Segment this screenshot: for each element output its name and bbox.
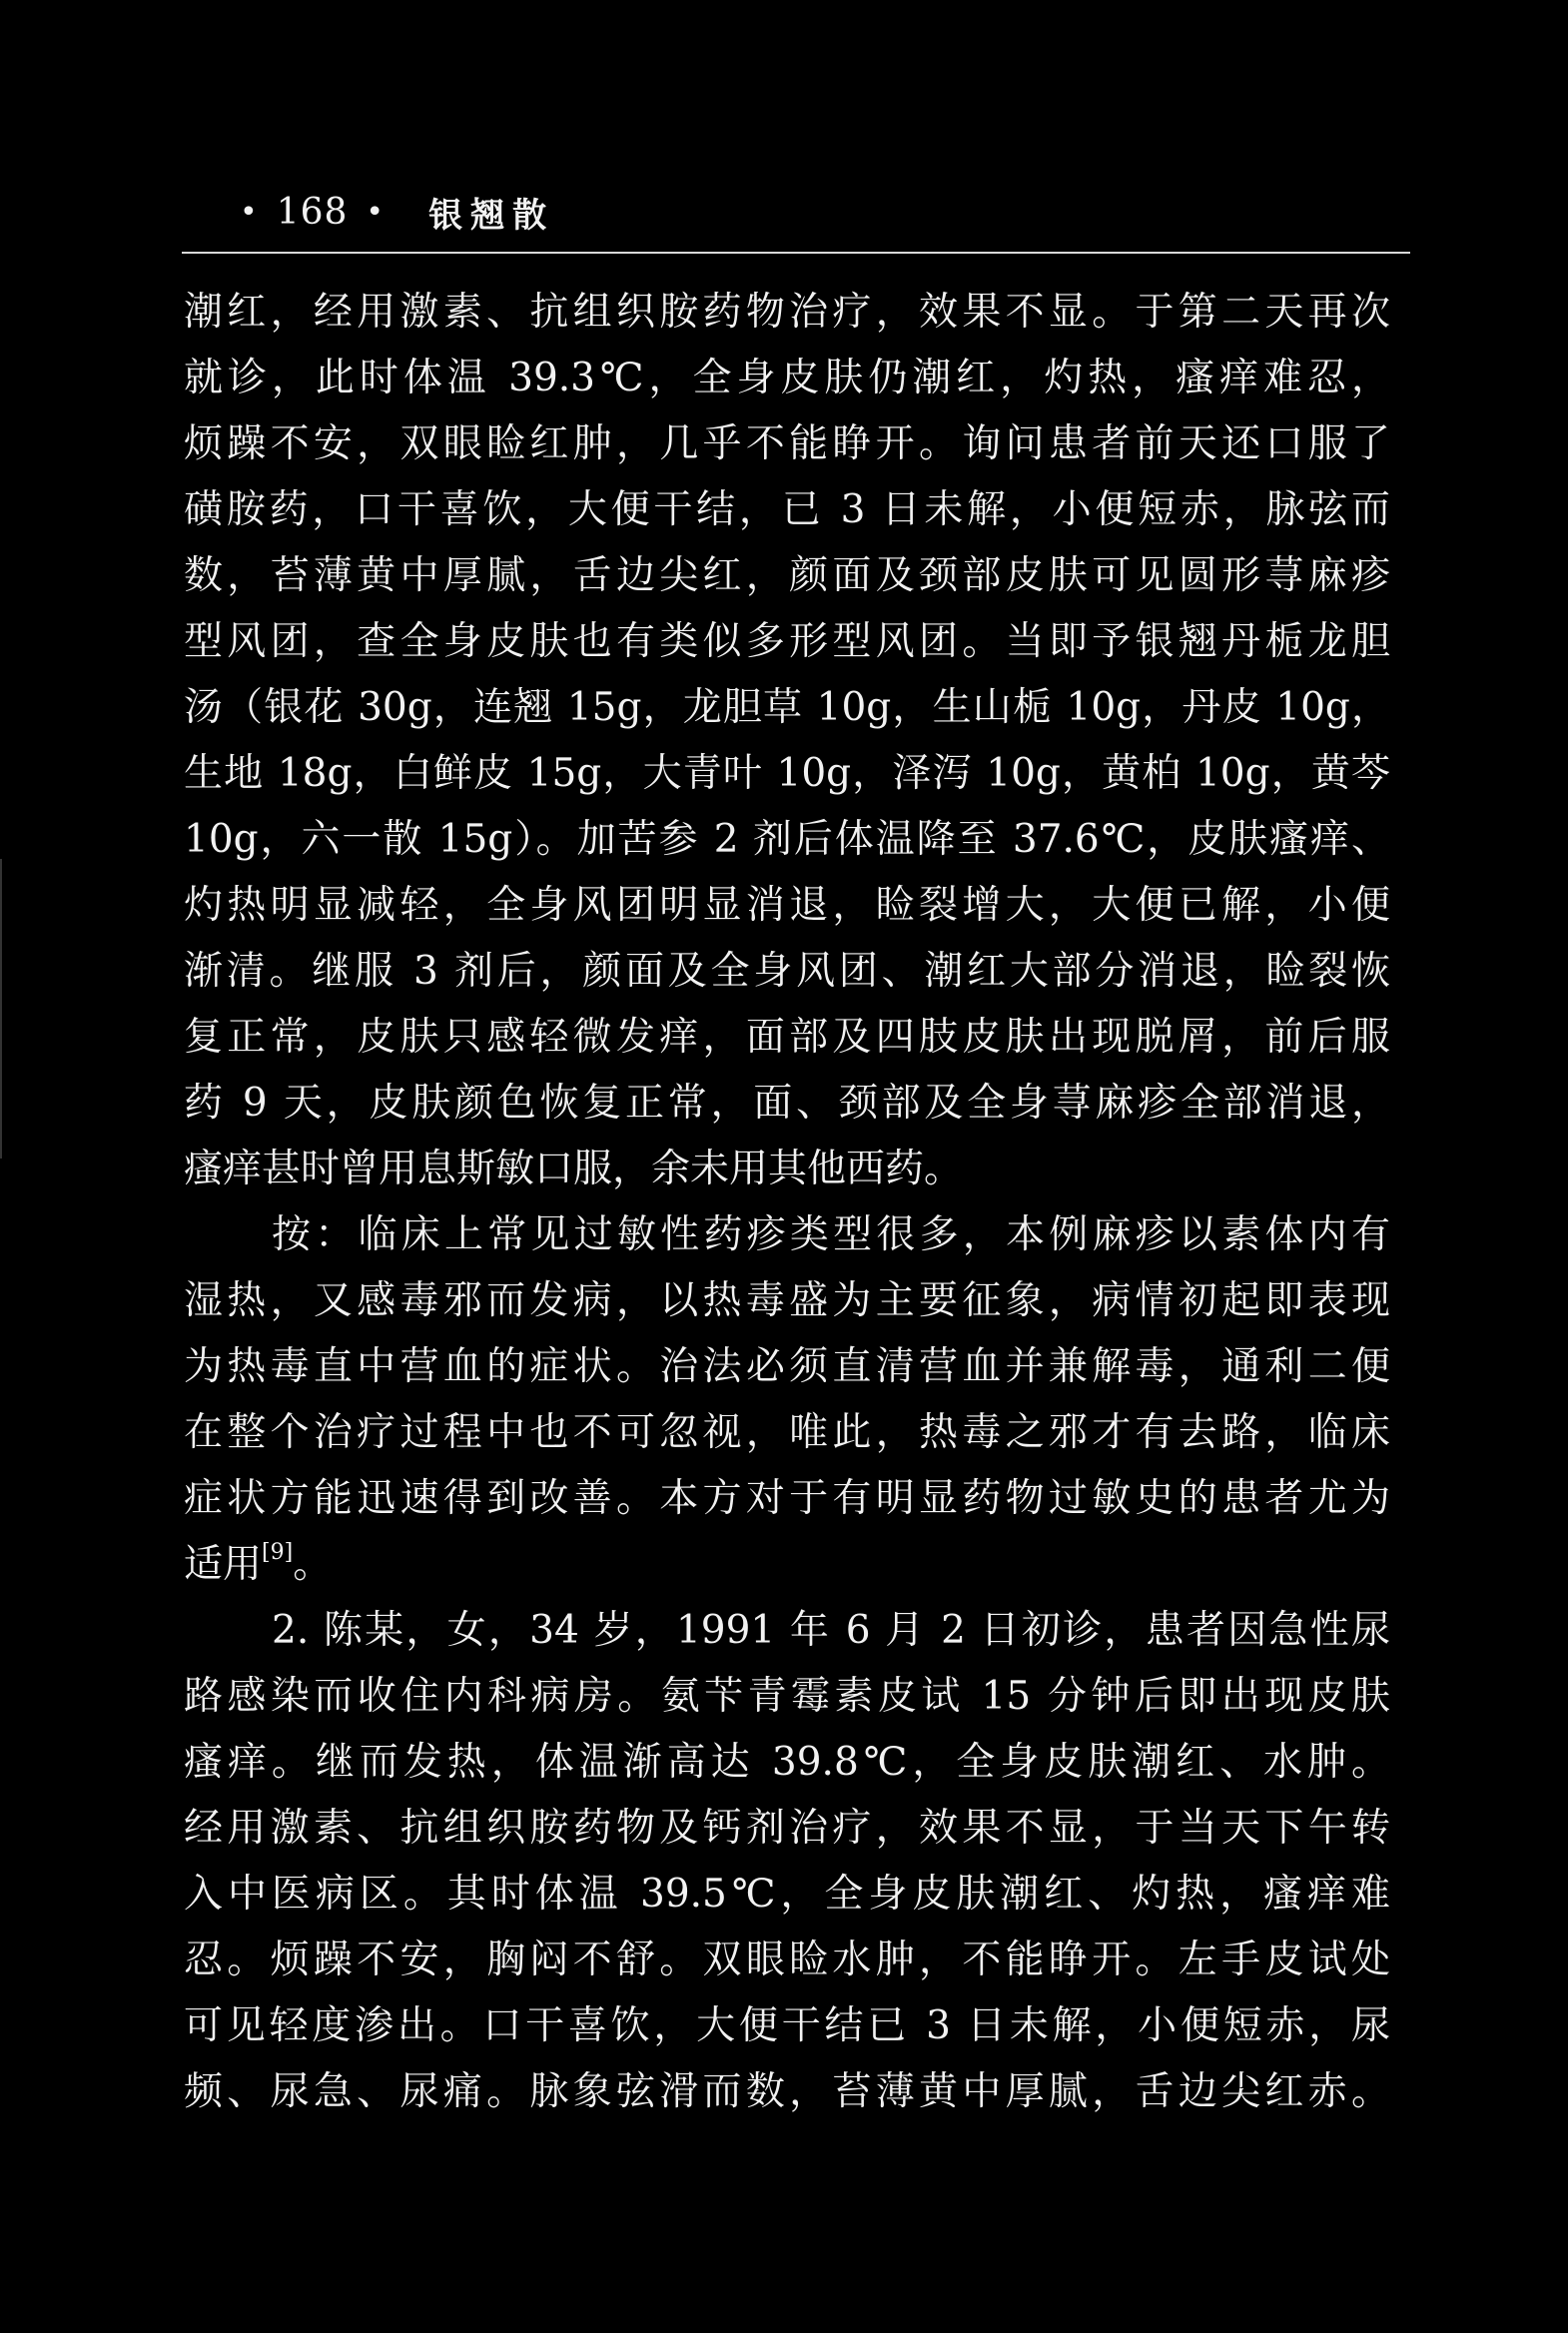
text-line (184, 1534, 1390, 1596)
text-line: 在整个治疗过程中也不可忽视，唯此，热毒之邪才有去路，临床 (184, 1410, 1390, 1455)
text-fragment: 。 (293, 1542, 333, 1587)
text-line: 渐清。继服 3 剂后，颜面及全身风团、潮红大部分消退，睑裂恢 (184, 949, 1390, 994)
text-line: 湿热，又感毒邪而发病，以热毒盛为主要征象，病情初起即表现 (184, 1278, 1390, 1323)
text-line: 按：临床上常见过敏性药疹类型很多，本例麻疹以素体内有 (272, 1212, 1390, 1257)
text-line: 磺胺药，口干喜饮，大便干结，已 3 日未解，小便短赤，脉弦而 (184, 487, 1390, 532)
text-line: 瘙痒。继而发热，体温渐高达 39.8℃，全身皮肤潮红、水肿。 (184, 1740, 1390, 1785)
text-line: 经用激素、抗组织胺药物及钙剂治疗，效果不显，于当天下午转 (184, 1806, 1390, 1851)
text-line: 灼热明显减轻，全身风团明显消退，睑裂增大，大便已解，小便 (184, 883, 1390, 928)
text-line: 复正常，皮肤只感轻微发痒，面部及四肢皮肤出现脱屑，前后服 (184, 1015, 1390, 1060)
text-line: 药 9 天，皮肤颜色恢复正常，面、颈部及全身荨麻疹全部消退， (184, 1081, 1390, 1126)
scan-edge-shadow (0, 859, 2, 1159)
text-line: 就诊，此时体温 39.3℃，全身皮肤仍潮红，灼热，瘙痒难忍， (184, 356, 1390, 400)
text-line: 潮红，经用激素、抗组织胺药物治疗，效果不显。于第二天再次 (184, 290, 1390, 335)
header-bullet-right: • (366, 194, 386, 230)
text-line: 汤（银花 30g，连翘 15g，龙胆草 10g，生山栀 10g，丹皮 10g， (184, 685, 1390, 730)
text-line: 症状方能迅速得到改善。本方对于有明显药物过敏史的患者尤为 (184, 1476, 1390, 1521)
header-bullet-left: • (240, 194, 259, 230)
text-line: 频、尿急、尿痛。脉象弦滑而数，苔薄黄中厚腻，舌边尖红赤。 (184, 2069, 1390, 2114)
book-title: 银翘散 (428, 195, 555, 236)
text-fragment: 适用 (184, 1542, 263, 1587)
text-line: 瘙痒甚时曾用息斯敏口服，余未用其他西药。 (184, 1147, 964, 1191)
text-line: 可见轻度渗出。口干喜饮，大便干结已 3 日未解，小便短赤，尿 (184, 2003, 1390, 2048)
text-line: 10g，六一散 15g）。加苦参 2 剂后体温降至 37.6℃，皮肤瘙痒、 (184, 817, 1390, 862)
text-line: 入中医病区。其时体温 39.5℃，全身皮肤潮红、灼热，瘙痒难 (184, 1872, 1390, 1917)
citation-marker: [9] (262, 1540, 294, 1565)
page-number: 168 (276, 191, 349, 233)
text-line: 烦躁不安，双眼睑红肿，几乎不能睁开。询问患者前天还口服了 (184, 421, 1390, 466)
text-line: 生地 18g，白鲜皮 15g，大青叶 10g，泽泻 10g，黄柏 10g，黄芩 (184, 751, 1390, 796)
text-line: 型风团，查全身皮肤也有类似多形型风团。当即予银翘丹栀龙胆 (184, 619, 1390, 664)
text-line: 为热毒直中营血的症状。治法必须直清营血并兼解毒，通利二便 (184, 1344, 1390, 1389)
text-line: 数，苔薄黄中厚腻，舌边尖红，颜面及颈部皮肤可见圆形荨麻疹 (184, 553, 1390, 598)
text-line: 2. 陈某，女，34 岁，1991 年 6 月 2 日初诊，患者因急性尿 (272, 1608, 1390, 1653)
text-line: 路感染而收住内科病房。氨苄青霉素皮试 15 分钟后即出现皮肤 (184, 1674, 1390, 1719)
running-header (222, 184, 554, 240)
header-rule (182, 252, 1410, 254)
text-line: 忍。烦躁不安，胸闷不舒。双眼睑水肿，不能睁开。左手皮试处 (184, 1938, 1390, 1982)
